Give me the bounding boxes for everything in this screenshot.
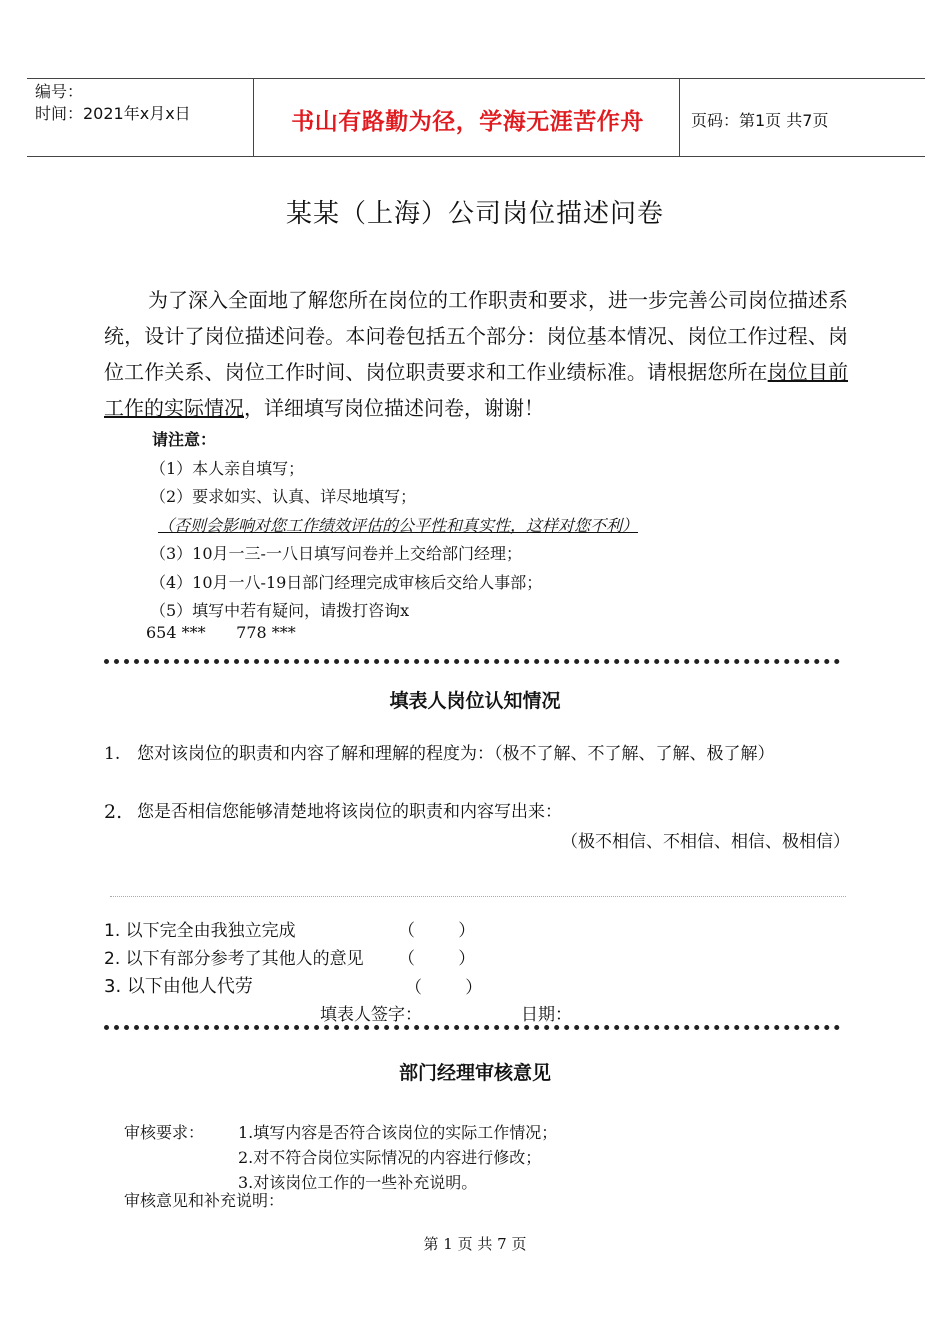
choice-checkbox[interactable]: （ ） bbox=[405, 978, 483, 998]
review-opinion-label: 审核意见和补充说明： bbox=[124, 1191, 285, 1210]
section-title: 部门经理审核意见 bbox=[398, 1062, 551, 1084]
intro-text-end: ，详细填写岗位描述问卷，谢谢！ bbox=[244, 396, 544, 420]
section-title: 填表人岗位认知情况 bbox=[389, 690, 561, 712]
header-divider bbox=[253, 79, 254, 156]
section-divider bbox=[104, 659, 840, 664]
question-options: （极不相信、不相信、相信、极相信） bbox=[561, 832, 850, 852]
signer-label: 填表人签字： bbox=[320, 1005, 422, 1025]
choice-checkbox[interactable]: （ ） bbox=[398, 949, 476, 969]
review-requirements-label: 审核要求： bbox=[124, 1123, 205, 1142]
header-meta bbox=[35, 81, 191, 125]
notes-heading: 请注意： bbox=[152, 430, 217, 449]
section-divider bbox=[104, 1025, 840, 1030]
review-requirements bbox=[238, 1120, 557, 1195]
notes-block bbox=[150, 426, 638, 626]
question-number: 1. bbox=[104, 744, 121, 764]
choice-checkbox[interactable]: （ ） bbox=[398, 921, 476, 941]
review-item: 3.对该岗位工作的一些补充说明。 bbox=[238, 1173, 478, 1192]
choice-partial: 2. 以下有部分参考了其他人的意见 bbox=[104, 949, 364, 969]
choice-independent: 1. 以下完全由我独立完成 bbox=[104, 921, 296, 941]
page-title: 某某（上海）公司岗位描述问卷 bbox=[285, 199, 664, 229]
page-footer: 第 1 页 共 7 页 bbox=[423, 1235, 527, 1253]
intro-underlined: 岗位目前工作的实际情况 bbox=[104, 360, 849, 420]
intro-text: 为了深入全面地了解您所在岗位的工作职责和要求，进一步完善公司岗位描述系统，设计了岗位描述问卷。本问卷包括五个部分：岗位基本情况、岗位工作过程、岗位工作关系、岗位工作时间、岗位职责要求和工作业绩标准。请根据您所在 bbox=[104, 288, 848, 384]
question-2 bbox=[0, 798, 950, 888]
note-warning: （否则会影响对您工作绩效评估的公平性和真实性，这样对您不利） bbox=[158, 515, 639, 535]
question-number: 2. bbox=[104, 801, 123, 823]
time-label: 时间：2021年x月x日 bbox=[35, 104, 191, 123]
question-1 bbox=[0, 740, 950, 800]
light-divider bbox=[110, 896, 846, 897]
note-item: （1）本人亲自填写； bbox=[150, 458, 305, 478]
header-motto: 书山有路勤为径，学海无涯苦作舟 bbox=[291, 109, 644, 135]
review-item: 2.对不符合岗位实际情况的内容进行修改； bbox=[238, 1148, 542, 1167]
date-label: 日期： bbox=[521, 1005, 572, 1025]
number-label: 编号： bbox=[35, 82, 84, 101]
question-text: 您对该岗位的职责和内容了解和理解的程度为：（极不了解、不了解、了解、极了解） bbox=[137, 744, 775, 764]
note-item: （5）填写中若有疑问，请拨打咨询x bbox=[150, 601, 410, 620]
review-item: 1.填写内容是否符合该岗位的实际工作情况； bbox=[238, 1123, 558, 1142]
page-indicator: 页码：第1页 共7页 bbox=[691, 111, 829, 130]
choice-proxy: 3. 以下由他人代劳 bbox=[104, 976, 253, 997]
intro-paragraph bbox=[104, 282, 848, 426]
note-item: （4）10月一八-19日部门经理完成审核后交给人事部； bbox=[150, 572, 543, 592]
document-header bbox=[27, 78, 925, 157]
phone-numbers: 654 *** 778 *** bbox=[146, 623, 296, 642]
note-item: （3）10月一三-一八日填写问卷并上交给部门经理； bbox=[150, 544, 522, 563]
question-text: 您是否相信您能够清楚地将该岗位的职责和内容写出来： bbox=[137, 802, 562, 822]
note-item: （2）要求如实、认真、详尽地填写； bbox=[150, 487, 417, 506]
